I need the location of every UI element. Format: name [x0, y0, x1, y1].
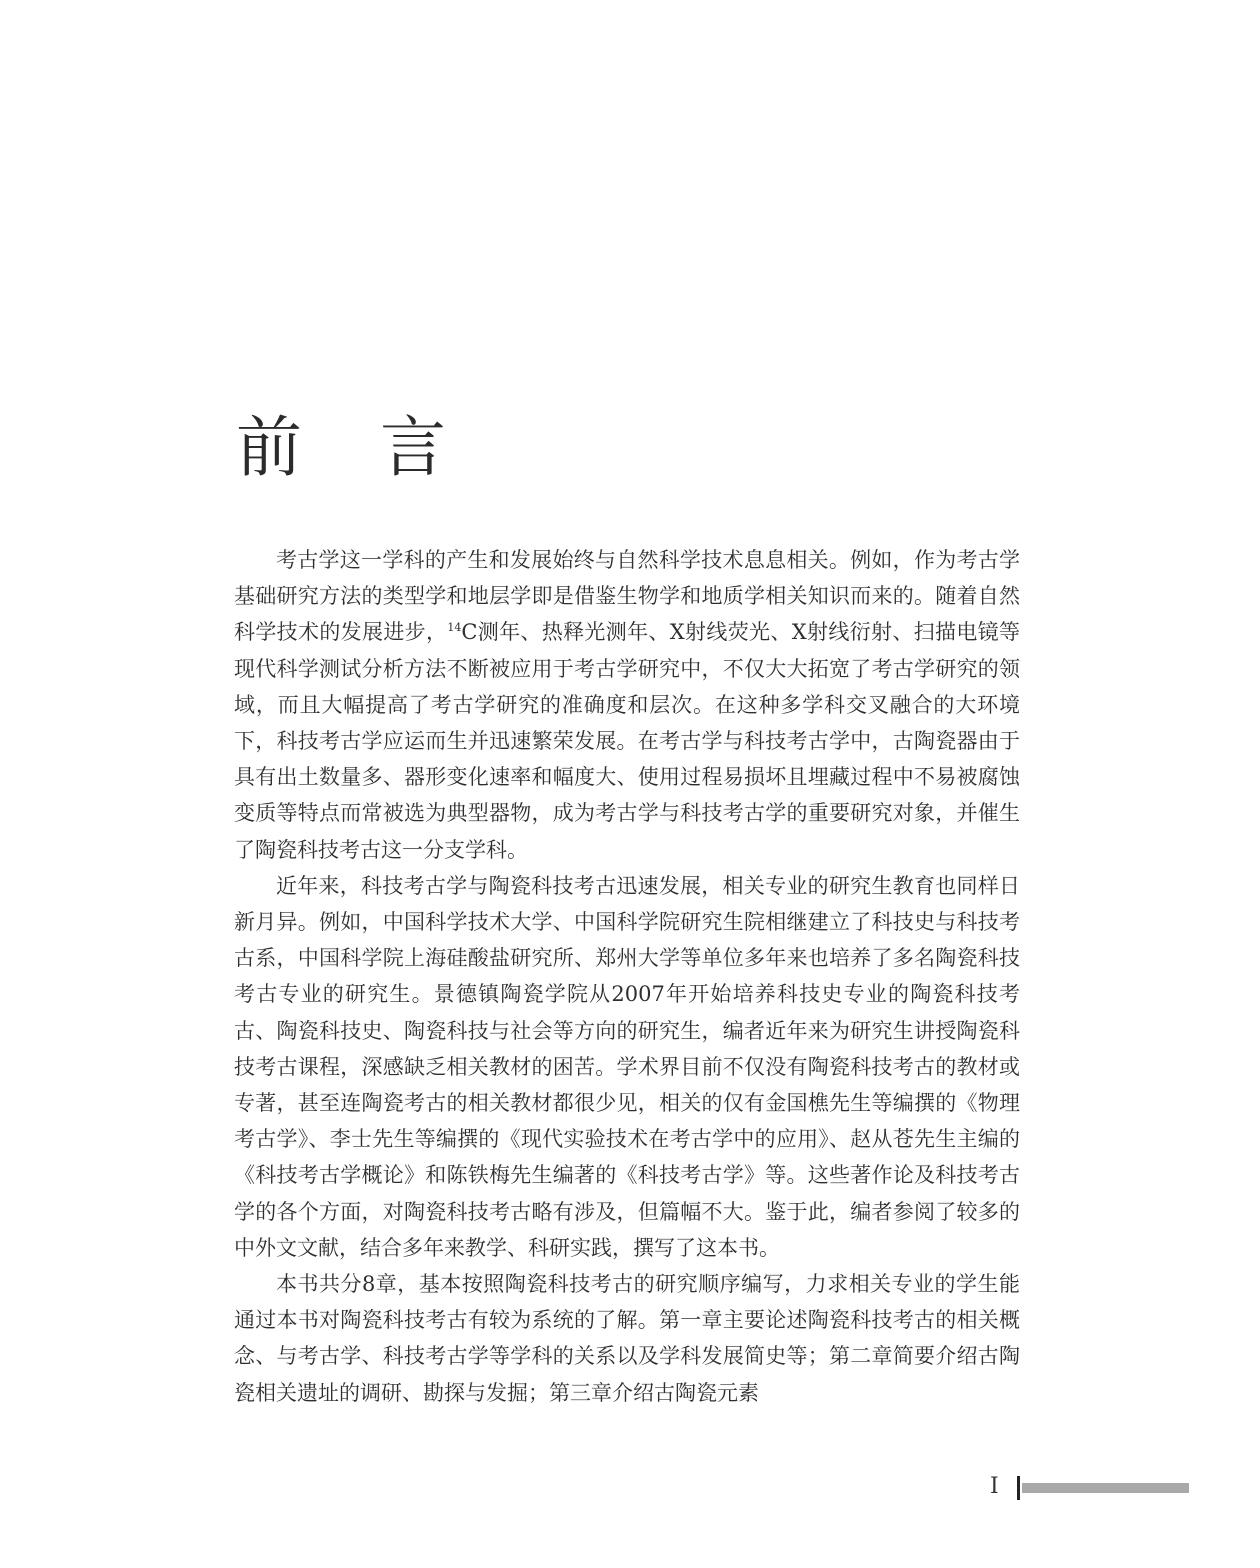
- body-text: [234, 542, 1020, 1411]
- page-number: I: [990, 1474, 999, 1499]
- paragraph-1-text-end: C测年、热释光测年、X射线荧光、X射线衍射、扫描电镜等现代科学测试分析方法不断被应用于考古学研究中，不仅大大拓宽了考古学研究的领域，而且大幅提高了考古学研究的准确度和层次。在这种多学科交叉融合的大环境下，科技考古学应运而生并迅速繁荣发展。在考古学与科技考古学中，古陶瓷器由于具有出土数量多、器形变化速率和幅度大、使用过程易损坏且埋藏过程中不易被腐蚀变质等特点而常被选为典型器物，成为考古学与科技考古学的重要研究对象，并催生了陶瓷科技考古这一分支学科。: [234, 620, 1020, 862]
- paragraph-2: 近年来，科技考古学与陶瓷科技考古迅速发展，相关专业的研究生教育也同样日新月异。例如，中国科学技术大学、中国科学院研究生院相继建立了科技史与科技考古系，中国科学院上海硅酸盐研究所、郑州大学等单位多年来也培养了多名陶瓷科技考古专业的研究生。景德镇陶瓷学院从2007年开始培养科技史专业的陶瓷科技考古、陶瓷科技史、陶瓷科技与社会等方向的研究生，编者近年来为研究生讲授陶瓷科技考古课程，深感缺乏相关教材的困苦。学术界目前不仅没有陶瓷科技考古的教材或专著，甚至连陶瓷考古的相关教材都很少见，相关的仅有金国樵先生等编撰的《物理考古学》、李士先生等编撰的《现代实验技术在考古学中的应用》、赵从苍先生主编的《科技考古学概论》和陈铁梅先生编著的《科技考古学》等。这些著作论及科技考古学的各个方面，对陶瓷科技考古略有涉及，但篇幅不大。鉴于此，编者参阅了较多的中外文文献，结合多年来教学、科研实践，撰写了这本书。: [234, 873, 1020, 1260]
- page-footer: [0, 1470, 1260, 1506]
- superscript-14: 14: [447, 621, 462, 635]
- footer-rule-bar: [1022, 1483, 1189, 1493]
- paragraph-1: [234, 542, 1020, 868]
- paragraph-3: 本书共分8章，基本按照陶瓷科技考古的研究顺序编写，力求相关专业的学生能通过本书对陶瓷科技考古有较为系统的了解。第一章主要论述陶瓷科技考古的相关概念、与考古学、科技考古学等学科的关系以及学科发展简史等；第二章简要介绍古陶瓷相关遗址的调研、勘探与发掘；第三章介绍古陶瓷元素: [234, 1272, 1020, 1405]
- paragraph-1-text-start: 考古学这一学科的产生和发展始终与自然科学技术息息相关。例如，作为考古学基础研究方法的类型学和地层学即是借鉴生物学和地质学相关知识而来的。随着自然科学技术的发展进步，: [234, 548, 1020, 645]
- footer-tick-mark: [1017, 1476, 1020, 1500]
- page-title: 前言: [236, 409, 524, 486]
